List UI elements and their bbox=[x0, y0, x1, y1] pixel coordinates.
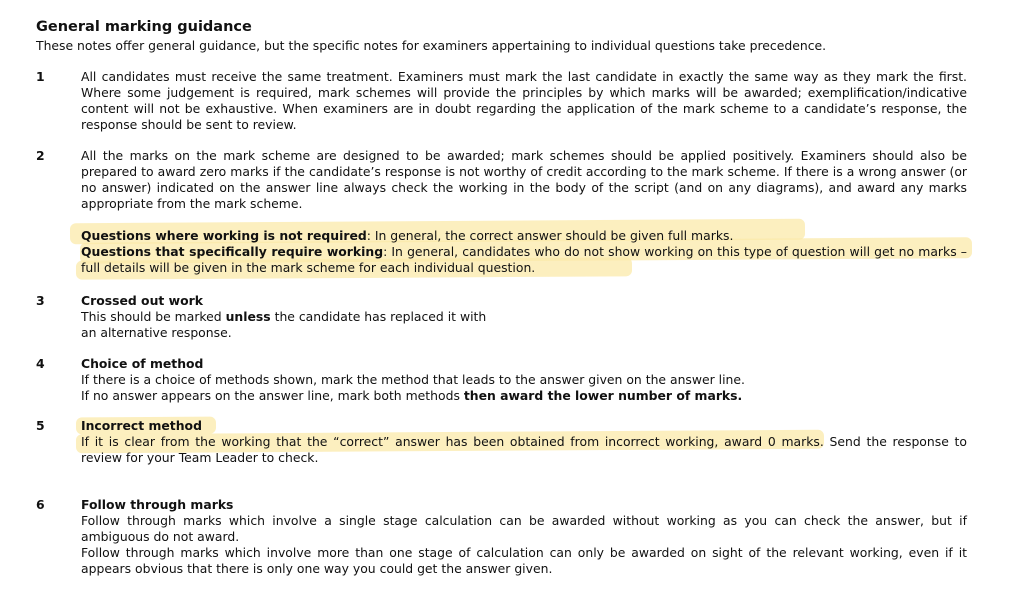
intro-text: These notes offer general guidance, but the specific notes for examiners appertaining to individual questions take precedence. bbox=[36, 38, 827, 53]
item-1-text: All candidates must receive the same treatment. Examiners must mark the last candidate in exactly the same way as they mark the first. Where some judgement is required, mark schemes will provide the principles by which marks will be awarded; exemplification/indicative content will not be exhaustive. When examiners are in doubt regarding the application of the mark scheme to a candidate’s response, the response should be sent to review. bbox=[81, 69, 967, 132]
item-3 bbox=[81, 293, 967, 341]
item-heading: Crossed out work bbox=[81, 293, 203, 308]
item-6 bbox=[81, 497, 967, 577]
note-body: : In general, the correct answer should be given full marks. bbox=[366, 228, 734, 243]
item-4 bbox=[81, 356, 967, 404]
item-number: 4 bbox=[36, 356, 45, 371]
item-number: 2 bbox=[36, 148, 45, 163]
item-heading: Follow through marks bbox=[81, 497, 234, 512]
emphasis-text: then award the lower number of marks. bbox=[463, 388, 743, 403]
text-fragment: This should be marked bbox=[81, 309, 226, 324]
emphasis-text: unless bbox=[225, 309, 271, 324]
item-number: 3 bbox=[36, 293, 45, 308]
item-line: If it is clear from the working that the “correct” answer has been obtained from incorrect working, award 0 marks. Send the response to review for your Team Leader to check. bbox=[81, 434, 967, 465]
working-not-required-note bbox=[81, 228, 967, 244]
item-paragraph: Follow through marks which involve more than one stage of calculation can only be awarded on sight of the relevant working, even if it appears obvious that there is only one way you could get the answer given. bbox=[81, 545, 967, 576]
working-required-note bbox=[81, 244, 967, 276]
text-fragment: If no answer appears on the answer line, mark both methods bbox=[81, 388, 464, 403]
item-5 bbox=[81, 418, 967, 466]
note-heading: Questions where working is not required bbox=[81, 228, 367, 243]
item-line: If there is a choice of methods shown, mark the method that leads to the answer given on the answer line. bbox=[81, 372, 745, 387]
item-number: 1 bbox=[36, 69, 45, 84]
item-line bbox=[81, 388, 967, 404]
item-number: 6 bbox=[36, 497, 45, 512]
item-2-text: All the marks on the mark scheme are designed to be awarded; mark schemes should be applied positively. Examiners should also be prepared to award zero marks if the candidate’s response is not worthy of credit according to the mark scheme. If there is a wrong answer (or no answer) indicated on the answer line always check the working in the body of the script (and on any diagrams), and award any marks appropriate from the mark scheme. bbox=[81, 148, 967, 211]
note-heading: Questions that specifically require working bbox=[81, 244, 384, 259]
item-line bbox=[81, 309, 967, 325]
text-fragment: the candidate has replaced it with bbox=[270, 309, 487, 324]
page-title: General marking guidance bbox=[36, 19, 252, 35]
item-line: an alternative response. bbox=[81, 325, 232, 340]
item-heading: Incorrect method bbox=[81, 418, 202, 433]
item-number: 5 bbox=[36, 418, 45, 433]
item-paragraph: Follow through marks which involve a single stage calculation can be awarded without working as you can check the answer, but if ambiguous do not award. bbox=[81, 513, 967, 544]
item-heading: Choice of method bbox=[81, 356, 204, 371]
note-body: : In general, candidates who do not show working on this type of question will get no marks – full details will be given in the mark scheme for each individual question. bbox=[81, 244, 967, 275]
